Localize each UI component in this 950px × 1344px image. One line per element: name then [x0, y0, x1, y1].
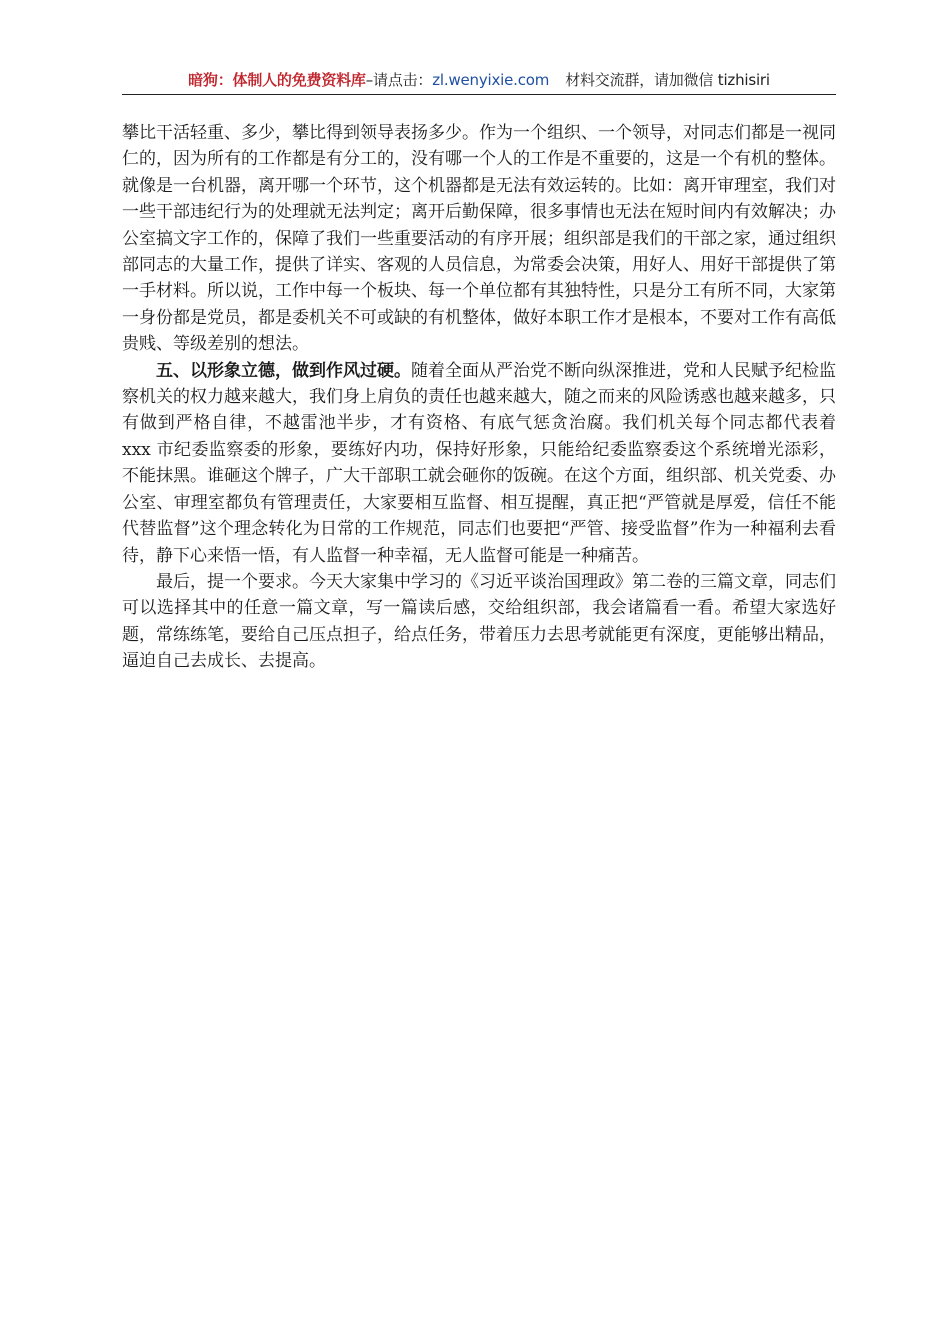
- header-click-prefix: –请点击：: [365, 71, 433, 89]
- paragraph-2: [122, 358, 836, 569]
- section-five-text: 随着全面从严治党不断向纵深推进，党和人民赋予纪检监察机关的权力越来越大，我们身上肩负的责任也越来越大，随之而来的风险诱惑也越来越多，只有做到严格自律，不越雷池半步，才有资格、有底气惩贪治腐。我们机关每个同志都代表着 xxx 市纪委监察委的形象，要练好内功，保持好形象，只能给纪委监察委这个系统增光添彩，不能抹黑。谁砸这个牌子，广大干部职工就会砸你的饭碗。在这个方面，组织部、机关党委、办公室、审理室都负有管理责任，大家要相互监督、相互提醒，真正把“严管就是厚爱，信任不能代替监督”这个理念转化为日常的工作规范，同志们也要把“严管、接受监督”作为一种福利去看待，静下心来悟一悟，有人监督一种幸福，无人监督可能是一种痛苦。: [122, 360, 836, 566]
- paragraph-1: 攀比干活轻重、多少，攀比得到领导表扬多少。作为一个组织、一个领导，对同志们都是一视同仁的，因为所有的工作都是有分工的，没有哪一个人的工作是不重要的，这是一个有机的整体。就像是一台机器，离开哪一个环节，这个机器都是无法有效运转的。比如：离开审理室，我们对一些干部违纪行为的处理就无法判定；离开后勤保障，很多事情也无法在短时间内有效解决；办公室搞文字工作的，保障了我们一些重要活动的有序开展；组织部是我们的干部之家，通过组织部同志的大量工作，提供了详实、客观的人员信息，为常委会决策，用好人、用好干部提供了第一手材料。所以说，工作中每一个板块、每一个单位都有其独特性，只是分工有所不同，大家第一身份都是党员，都是委机关不可或缺的有机整体，做好本职工作才是根本，不要对工作有高低贵贱、等级差别的想法。: [122, 123, 836, 355]
- paragraph-3: 最后，提一个要求。今天大家集中学习的《习近平谈治国理政》第二卷的三篇文章，同志们可以选择其中的任意一篇文章，写一篇读后感，交给组织部，我会诸篇看一看。希望大家选好题，常练练笔，要给自己压点担子，给点任务，带着压力去思考就能更有深度，更能够出精品，逼迫自己去成长、去提高。: [122, 571, 836, 672]
- document-body: [122, 120, 836, 675]
- page-header: [122, 68, 836, 95]
- header-brand: 暗狗：体制人的免费资料库: [188, 71, 366, 89]
- header-url-link[interactable]: zl.wenyixie.com: [432, 71, 550, 89]
- header-wechat-note: 材料交流群，请加微信 tizhisiri: [565, 71, 770, 89]
- section-five-heading: 五、以形象立德，做到作风过硬。: [156, 360, 411, 381]
